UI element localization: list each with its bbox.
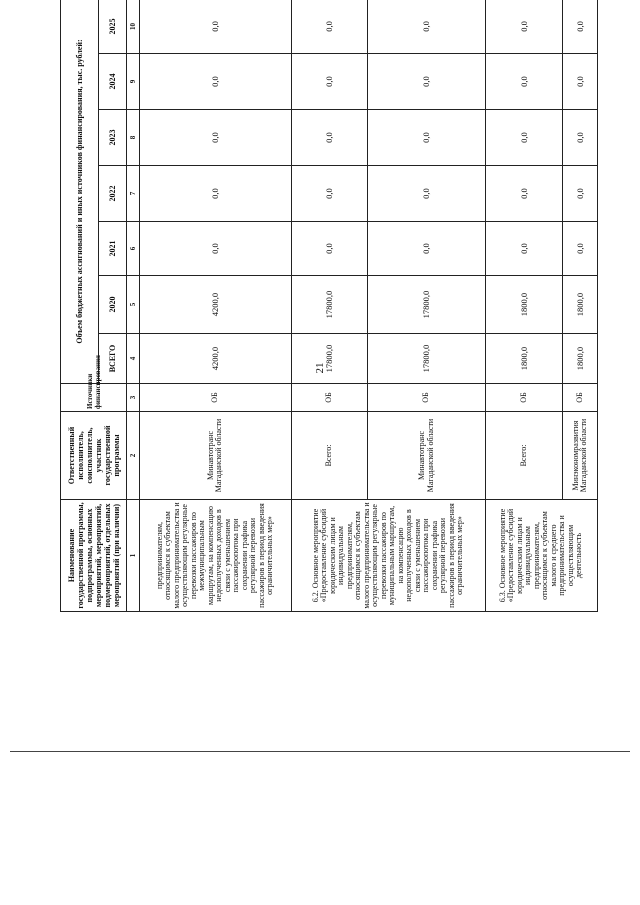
page-number: 21: [314, 362, 326, 374]
row-value-2020: 17800,0: [368, 276, 486, 334]
row-value-2024: 0,0: [485, 54, 562, 110]
header-name: Наименование государственной программы, подпрограммы, основных мероприятий, мероприятий, подмероприятий, отдельных мероприятий (при наличии): [61, 500, 127, 612]
row-value-2020: 1800,0: [563, 276, 598, 334]
header-year-2023: 2023: [99, 110, 127, 166]
row-value-2020: 4200,0: [140, 276, 292, 334]
col-number: 10: [127, 0, 140, 54]
row-value-2021: 0,0: [140, 222, 292, 276]
row-value-2024: 0,0: [563, 54, 598, 110]
col-number: 7: [127, 166, 140, 222]
row-value-2023: 0,0: [485, 110, 562, 166]
row-total: 17800,0: [291, 334, 368, 384]
row-value-2024: 0,0: [291, 54, 368, 110]
col-number: 8: [127, 110, 140, 166]
row-responsible: Минавтотранс Магаданской области: [368, 412, 486, 500]
header-total: ВСЕГО: [99, 334, 127, 384]
row-name: 6.3. Основное мероприятие «Предоставление субсидий юридическим лицам и индивидуальным предпринимателям, относящимся к субъектам малого и среднего предпринимательства и осуществляющим деятельность: [485, 500, 597, 612]
page-divider: [10, 751, 630, 752]
row-value-2024: 0,0: [140, 54, 292, 110]
row-source: ОБ: [563, 384, 598, 412]
header-year-2025: 2025: [99, 0, 127, 54]
col-number: 4: [127, 334, 140, 384]
row-value-2023: 0,0: [563, 110, 598, 166]
header-volume: Объем бюджетных ассигнований и иных источников финансирования, тыс. рублей:: [61, 0, 99, 384]
col-number: 6: [127, 222, 140, 276]
row-value-2024: 0,0: [368, 54, 486, 110]
row-value-2022: 0,0: [563, 166, 598, 222]
row-value-2025: 0,0: [563, 0, 598, 54]
row-source: ОБ: [140, 384, 292, 412]
row-value-2020: 17800,0: [291, 276, 368, 334]
col-number: 5: [127, 276, 140, 334]
table-row: [485, 0, 562, 612]
table-row: [140, 0, 292, 612]
col-number: 2: [127, 412, 140, 500]
row-value-2022: 0,0: [485, 166, 562, 222]
row-value-2021: 0,0: [485, 222, 562, 276]
header-year-2020: 2020: [99, 276, 127, 334]
row-name: предпринимателям, относящимся к субъектам малого предпринимательства и осуществляющим регулярные перевозки пассажиров по межмуниципальным маршрутам, на компенсацию недополученных доходов в связи с уменьшением пассажиропотока при сохранении графика регулярной перевозки пассажиров в период введения ограничительных мер»: [140, 500, 292, 612]
col-number: 1: [127, 500, 140, 612]
row-source: ОБ: [485, 384, 562, 412]
header-year-2024: 2024: [99, 54, 127, 110]
row-total: 17800,0: [368, 334, 486, 384]
row-total: 4200,0: [140, 334, 292, 384]
row-responsible: Минавтотранс Магаданской области: [140, 412, 292, 500]
header-year-2022: 2022: [99, 166, 127, 222]
row-source: ОБ: [291, 384, 368, 412]
row-value-2025: 0,0: [485, 0, 562, 54]
budget-table: [60, 0, 598, 612]
row-source: ОБ: [368, 384, 486, 412]
row-responsible: Всего:: [291, 412, 368, 500]
row-total: 1800,0: [485, 334, 562, 384]
row-value-2025: 0,0: [368, 0, 486, 54]
row-value-2023: 0,0: [368, 110, 486, 166]
row-value-2020: 1800,0: [485, 276, 562, 334]
row-value-2022: 0,0: [140, 166, 292, 222]
table-row: [291, 0, 368, 612]
row-value-2021: 0,0: [368, 222, 486, 276]
row-value-2022: 0,0: [291, 166, 368, 222]
rotated-table-container: [60, 0, 598, 612]
header-responsible: Ответственный исполнитель, соисполнитель, участник государственной программы: [61, 412, 127, 500]
row-value-2025: 0,0: [291, 0, 368, 54]
row-value-2023: 0,0: [291, 110, 368, 166]
row-responsible: Всего:: [485, 412, 562, 500]
header-source: Источники финансирования: [61, 384, 127, 412]
row-value-2022: 0,0: [368, 166, 486, 222]
col-number: 9: [127, 54, 140, 110]
row-value-2025: 0,0: [140, 0, 292, 54]
row-total: 1800,0: [563, 334, 598, 384]
header-year-2021: 2021: [99, 222, 127, 276]
row-responsible: Минэкономразвития Магаданской области: [563, 412, 598, 500]
col-number: 3: [127, 384, 140, 412]
row-value-2021: 0,0: [563, 222, 598, 276]
row-value-2021: 0,0: [291, 222, 368, 276]
row-name: 6.2. Основное мероприятие «Предоставление субсидий юридическим лицам и индивидуальным предпринимателям, относящимся к субъектам малого предпринимательства и осуществляющим регулярные перевозки пассажиров по муниципальным маршрутам, на компенсацию недополученных доходов в связи с уменьшением пассажиропотока при сохранении графика регулярной перевозки пассажиров в период введения ограничительных мер»: [291, 500, 485, 612]
row-value-2023: 0,0: [140, 110, 292, 166]
